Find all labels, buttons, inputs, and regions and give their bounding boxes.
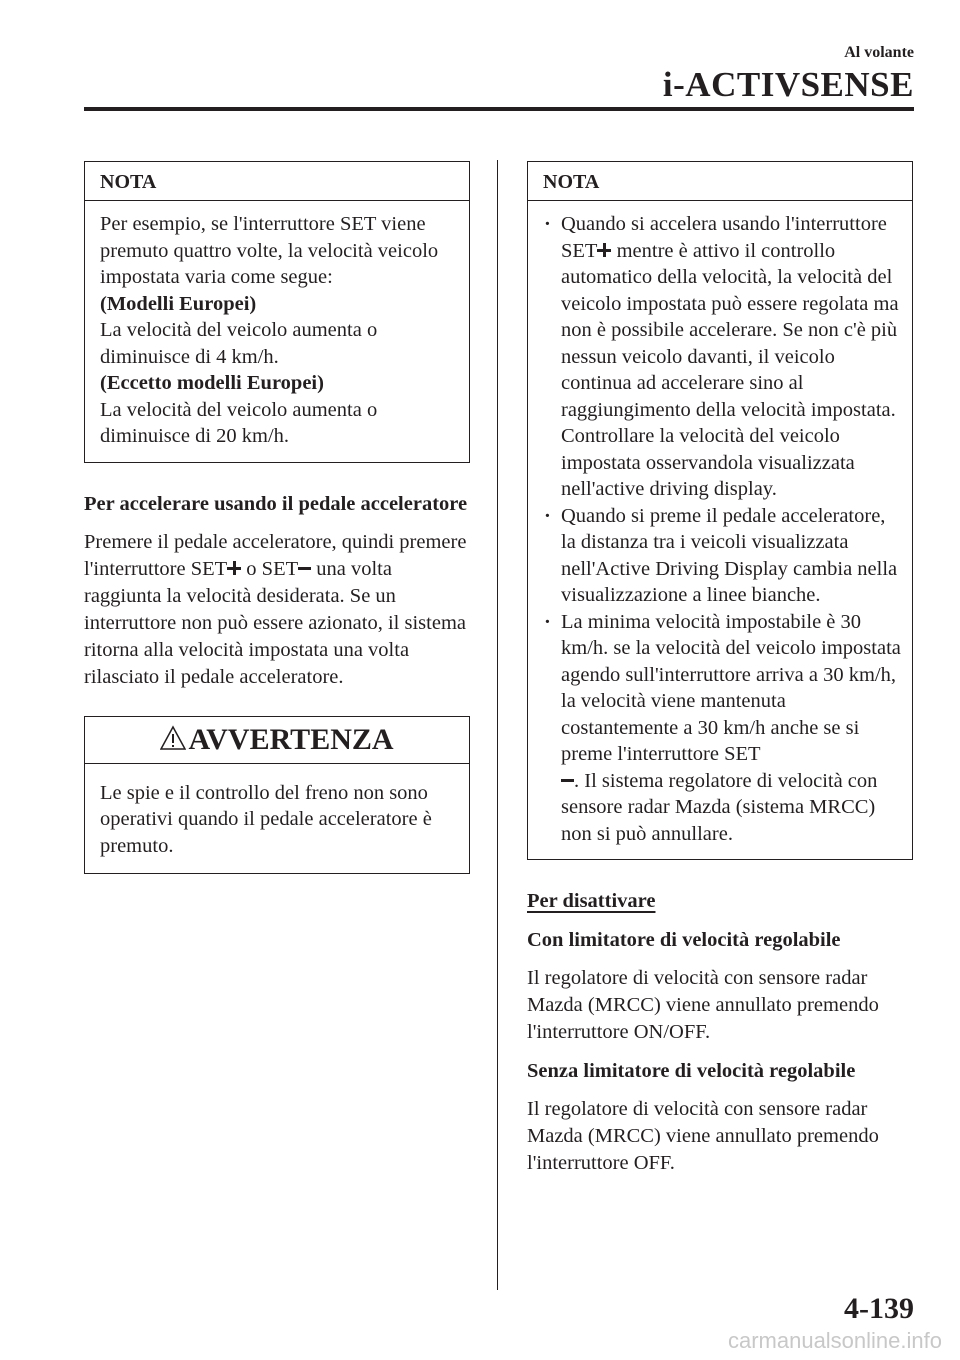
watermark: carmanualsonline.info [727,1328,942,1353]
accel-text [84,529,470,691]
without-limiter-text: Il regolatore di velocità con sensore radar Mazda (MRCC) viene annullato premendo l'interruttore OFF. [527,1098,879,1174]
minus-icon [298,561,311,575]
plus-icon [227,561,241,575]
chapter-title: i-ACTIVSENSE [662,65,914,104]
note-box-right [527,161,913,860]
non-europe-label: (Eccetto modelli Europei) [100,372,324,394]
note-item2: Quando si preme il pedale acceleratore, la distanza tra i veicoli visualizzata nell'Active Driving Display cambia nella visualizzazione a linee bianche. [561,504,898,606]
without-limiter-heading: Senza limitatore di velocità regolabile [527,1060,856,1082]
note-body [85,201,469,462]
warning-box [84,716,470,875]
non-europe-text: La velocità del veicolo aumenta o diminuisce di 20 km/h. [100,398,378,447]
accel-text-a: Premere il pedale acceleratore, quindi premere l'interruttore SET [84,530,467,580]
note-list [541,211,902,847]
warning-text: Le spie e il controllo del freno non sono operativi quando il pedale acceleratore è premuto. [100,781,432,857]
minus-icon [561,773,574,787]
with-limiter-heading: Con limitatore di velocità regolabile [527,929,841,951]
note-heading: NOTA [85,162,469,201]
plus-icon [597,243,611,257]
left-column [84,161,470,874]
note-box-left [84,161,470,463]
accel-text-c: una volta raggiunta la velocità desiderata. Se un interruttore non può essere azionato, il sistema ritorna alla velocità impostata una volta rilasciato il pedale acceleratore. [84,557,466,688]
note-item3-b: . Il sistema regolatore di velocità con sensore radar Mazda (sistema MRCC) non si può annullare. [561,769,878,845]
warning-header [85,717,469,764]
note-item1-b: mentre è attivo il controllo automatico della velocità, la velocità del veicolo impostata può essere regolata ma non è possibile accelerare. Se non c'è più nessun veicolo davanti, il veicolo continua ad accelerare sino al raggiungimento della velocità impostata. Controllare la velocità del veicolo impostata osservandola visualizzata nell'active driving display. [561,239,899,500]
with-limiter-text: Il regolatore di velocità con sensore radar Mazda (MRCC) viene annullato premendo l'interruttore ON/OFF. [527,967,879,1043]
disable-heading: Per disattivare [527,890,656,912]
header-rule [84,107,914,111]
europe-label: (Modelli Europei) [100,292,257,315]
accel-heading: Per accelerare usando il pedale acceleratore [84,492,468,515]
europe-text: La velocità del veicolo aumenta o diminuisce di 4 km/h. [100,319,378,368]
note-heading: NOTA [528,162,912,201]
section-label: Al volante [844,44,914,61]
note-item1-a: Quando si accelera usando l'interruttore SET [561,213,887,262]
right-column [527,161,913,1177]
list-item [541,211,902,503]
warning-heading: AVVERTENZA [188,722,394,756]
note-item3-a: La minima velocità impostabile è 30 km/h. se la velocità del veicolo impostata agendo sull'interruttore arriva a 30 km/h, la velocità viene mantenuta costantemente a 30 km/h anche se si preme l'interruttore SET [561,610,901,765]
page-number: 4-139 [844,1292,914,1325]
list-item [541,609,902,848]
accel-text-b: o SET [241,557,299,580]
warning-body [85,764,469,874]
warning-triangle-icon [160,725,186,751]
page-header [663,44,914,104]
note-intro: Per esempio, se l'interruttore SET viene premuto quattro volte, la velocità veicolo impostata varia come segue: [100,213,439,288]
list-item [541,503,902,609]
column-divider [497,160,498,1290]
note-body [528,201,912,859]
